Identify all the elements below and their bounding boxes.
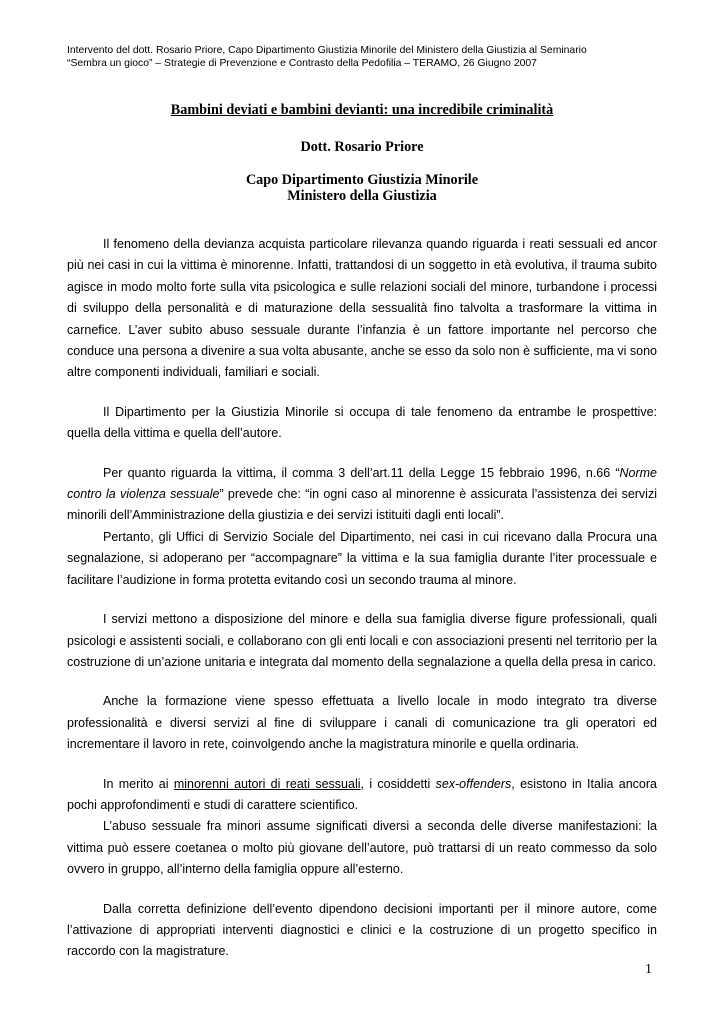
header-line-1: Intervento del dott. Rosario Priore, Capo Dipartimento Giustizia Minorile del Ministero della Giustizia al Seminario (67, 45, 587, 56)
header-line-2: “Sembra un gioco” – Strategie di Prevenzione e Contrasto della Pedofilia – TERAMO, 26 Giugno 2007 (67, 58, 537, 69)
paragraph-4: Pertanto, gli Uffici di Servizio Sociale del Dipartimento, nei casi in cui ricevano dalla Procura una segnalazione, si adoperano per “accompagnare” la vittima e la sua famiglia durante l’iter processuale e facilitare l’audizione in forma protetta evitando così un secondo trauma al minore. (67, 529, 657, 587)
paragraph-3-text-b: ” prevede che: “in ogni caso al minorenne è assicurata l’assistenza dei servizi minorili dell’Amministrazione della giustizia e dei servizi istituiti dagli enti locali”. (67, 487, 657, 523)
law-title: Norme contro la violenza sessuale (67, 465, 657, 502)
paragraph-7-text-b: , i cosiddetti (360, 776, 436, 791)
document-title: Bambini deviati e bambini devianti: una incredibile criminalità (170, 102, 554, 118)
title-block (67, 101, 657, 204)
underlined-phrase: minorenni autori di reati sessuali (173, 776, 361, 791)
paragraph-9: Dalla corretta definizione dell’evento dipendono decisioni importanti per il minore autore, come l’attivazione di appropriati interventi diagnostici e clinici e la costruzione di un progetto specifico in raccordo con la magistrature. (67, 901, 657, 959)
author-office (67, 172, 657, 204)
paragraph-8: L’abuso sessuale fra minori assume significati diversi a seconda delle diverse manifestazioni: la vittima può essere coetanea o molto più giovane dell’autore, può trattarsi di un reato commesso da solo ovvero in gruppo, all’interno della famiglia oppure all’esterno. (67, 819, 657, 877)
paragraph-7-text-c: , esistono in Italia ancora pochi approfondimenti e studi di carattere scientifico. (67, 776, 657, 812)
paragraph-7 (67, 774, 657, 817)
office-line-1: Capo Dipartimento Giustizia Minorile (245, 172, 479, 188)
sex-offenders-term: sex-offenders (435, 776, 512, 791)
paragraph-3-text-a: Per quanto riguarda la vittima, il comma 3 dell’art.11 della Legge 15 febbraio 1996, n.66 “ (103, 465, 620, 480)
paragraph-2: Il Dipartimento per la Giustizia Minorile si occupa di tale fenomeno da entrambe le prospettive: quella della vittima e quella dell’autore. (67, 404, 657, 441)
body-text (67, 234, 657, 963)
paragraph-6: Anche la formazione viene spesso effettuata a livello locale in modo integrato tra diverse professionalità e diversi servizi al fine di sviluppare i canali di comunicazione tra gli operatori ed incrementare il lavoro in rete, coinvolgendo anche la magistratura minorile e quella ordinaria. (67, 694, 657, 752)
page-number: 1 (645, 962, 652, 977)
paragraph-1: Il fenomeno della devianza acquista particolare rilevanza quando riguarda i reati sessuali ed ancor più nei casi in cui la vittima è minorenne. Infatti, trattandosi di un soggetto in età evolutiva, il trauma subito agisce in modo molto forte sulla vita psicologica e sulle relazioni sociali del minore, turbandone i processi di sviluppo della personalità e di maturazione della sessualità fino talvolta a trasformare la vittima in carnefice. L’aver subito abuso sessuale durante l’infanzia è un fattore importante nel percorso che conduce una persona a divenire a sua volta abusante, anche se esso da solo non è sufficiente, ma vi sono altre componenti individuali, familiari e sociali. (67, 237, 657, 380)
author-name: Dott. Rosario Priore (300, 139, 424, 155)
page-header (67, 44, 657, 70)
paragraph-7-text-a: In merito ai (103, 776, 174, 791)
paragraph-5: I servizi mettono a disposizione del minore e della sua famiglia diverse figure professionali, quali psicologi e assistenti sociali, e collaborano con gli enti locali e con associazioni presenti nel territorio per la costruzione di un’azione unitaria e integrata dal momento della segnalazione a quella della presa in carico. (67, 612, 657, 669)
paragraph-3 (67, 463, 657, 527)
office-line-2: Ministero della Giustizia (287, 188, 437, 204)
